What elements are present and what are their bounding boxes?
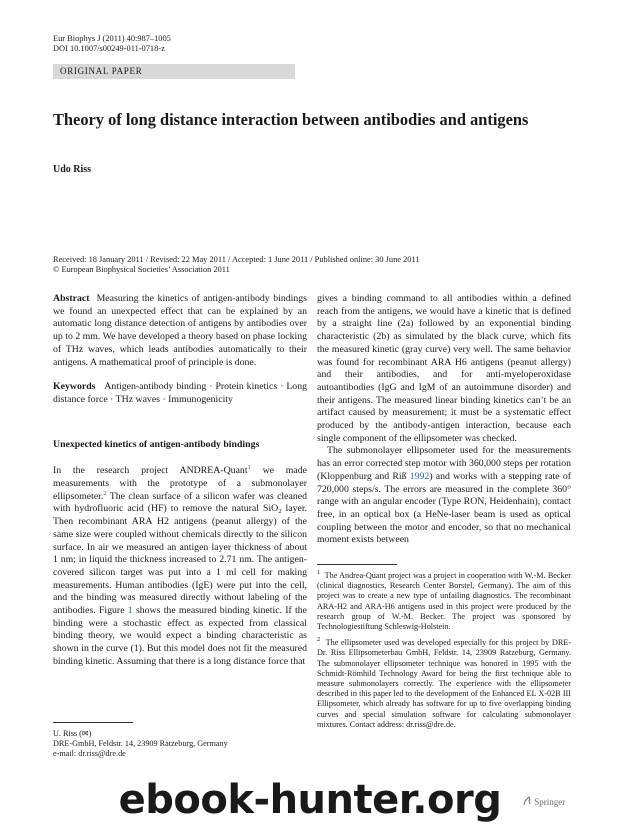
subscript: 2 — [278, 508, 282, 516]
journal-citation — [53, 34, 171, 55]
watermark: ebook-hunter.org — [118, 777, 502, 823]
para-text: shows the measured binding kinetic. If the binding were a stochastic effect as expected from classical binding theory, we would expect a binding characteristic as shown in the curve (1). But this model does not fit the measured binding kinetic. Assuming that there is a long distance force that — [53, 605, 307, 667]
para-text: layer. Then recombinant ARA H2 antigens (peanut allergy) of the same size were coupled without chemicals directly to the silicon surface. In air we measured an antigen layer thickness of about 1 nm; in liquid the thickness increased to 2.71 nm. The antigen-covered silicon target was put into a 1 ml cell for making measurements. Human antibodies (IgE) were put into the cell, and the binding was measured directly without labeling of the antibodies. Figure — [53, 503, 307, 617]
para-text: The submonolayer ellipsometer used for the measurements has an error corrected step motor with 360,000 steps per rotation (Kloppenburg and Riß — [317, 445, 571, 482]
footnotes — [317, 571, 571, 730]
affiliation-email[interactable]: e-mail: dr.riss@dre.de — [53, 749, 126, 759]
affiliation-address: DRE-GmbH, Feldstr. 14, 23909 Ratzeburg, Germany — [53, 739, 228, 749]
para-text: The clean surface of a silicon wafer was cleaned with hydrofluoric acid (HF) to remove the natural SiO — [53, 490, 307, 515]
footnote-ref-1[interactable]: 1 — [247, 464, 251, 472]
footnote-text: The ellipsometer used was developed especially for this project by DRE-Dr. Riss Ellipsometerbau GmbH, Feldstr. 14, 23909 Ratzeburg, Germany. The submonolayer ellipsometer technique was honored in 1995 with the Schmidt-Römhild Technology Award for being the first technique able to measure submonolayers correctly. The experience with the ellipsometer described in this paper led to the development of the Enhanced EL X-02B III Ellipsometer, which already has software for up to five overlapping binding curves and special simulation software for calculating submonolayer mixtures. Contact address: dr.riss@dre.de. — [317, 638, 572, 729]
section-paragraph — [53, 465, 307, 668]
affiliation-divider — [53, 722, 133, 723]
abstract-text: Measuring the kinetics of antigen-antibody bindings we found an unexpected effect that can be explained by an automatic long distance detection of antigens by antibodies over up to 2 mm. We have developed a theory based on phase locking of THz waves, which leads antibodies automatically to their antigens. A mathematical proof of principle is done. — [53, 293, 307, 368]
right-paragraph-2 — [317, 445, 571, 547]
springer-wordmark: Springer — [534, 797, 566, 807]
para-text: ) and works with a stepping rate of 720,000 steps/s. The errors are measured in the complete 360° range with an angular encoder (Type RON, Heidenhain), contact free, in an optical box (a HeNe-laser beam is used as optical coupling between the motor and encoder, so that no mechanical moment exists between — [317, 470, 571, 546]
doi: DOI 10.1007/s00249-011-0718-z — [53, 44, 165, 54]
keywords — [53, 381, 307, 406]
keywords-text: Antigen-antibody binding · Protein kinetics · Long distance force · THz waves · Immunogenicity — [53, 381, 307, 405]
author-name: Udo Riss — [53, 164, 92, 175]
section-heading: Unexpected kinetics of antigen-antibody bindings — [53, 438, 260, 450]
footnote-1 — [317, 571, 571, 632]
footnote-divider — [317, 564, 397, 565]
abstract-heading: Abstract — [53, 293, 90, 304]
copyright-line: © European Biophysical Societies’ Association 2011 — [53, 265, 230, 275]
article-title: Theory of long distance interaction between antibodies and antigens — [53, 110, 529, 129]
affiliation-name: U. Riss (✉) — [53, 729, 92, 738]
figure-ref[interactable]: 1 — [127, 605, 133, 617]
right-paragraph-1: gives a binding command to all antibodies within a defined reach from the antigens, we would have a kinetic that is defined by a straight line (2a) followed by an exponential binding characteristic (2b) as simulated by the black curve, which fits the measured kinetic (gray curve) very well. The same behavior was found for recombinant ARA H6 antigens (peanut allergy) and their antibodies, and for anti-myeloperoxidase autoantibodies (IgG and IgM of an autoimmune disorder) and their antigens. The measured linear binding kinetics can’t be an artifact caused by measurement; it must be a systematic effect produced by the antibody-antigen interaction, because each single component of the ellipsometer was checked. — [317, 293, 571, 444]
para-text: In the research project ANDREA-Quant — [53, 465, 248, 477]
journal-line: Eur Biophys J (2011) 40:987–1005 — [53, 34, 171, 43]
section-label: ORIGINAL PAPER — [53, 64, 295, 79]
keywords-heading: Keywords — [53, 381, 96, 393]
abstract — [53, 293, 307, 369]
citation-ref[interactable]: 1992 — [409, 470, 430, 482]
publication-history — [53, 255, 573, 276]
footnote-text: The Andrea-Quant project was a project in cooperation with W.-M. Becker (clinical diagnostics, Research Center Borstel, Germany). The aim of this project was to create a new type of unfailing diagnostics. The recombinant ARA-H2 and ARA-H6 antigens used in this project were produced by the research group of W.-M. Becker. The project was sponsored by Technologiestiftung Schleswig-Holstein. — [317, 571, 571, 632]
footnote-ref-2[interactable]: 2 — [103, 489, 107, 497]
footnote-2 — [317, 638, 571, 730]
affiliation — [53, 729, 307, 760]
left-column — [53, 293, 307, 669]
footnote-mark: 2 — [317, 636, 321, 644]
footnote-mark: 1 — [317, 569, 321, 576]
para-text: we made measurements with the prototype of a submonolayer ellipsometer. — [53, 465, 307, 502]
right-column — [317, 293, 571, 547]
dates-line: Received: 18 January 2011 / Revised: 22 May 2011 / Accepted: 1 June 2011 / Published online: 30 June 2011 — [53, 255, 420, 264]
